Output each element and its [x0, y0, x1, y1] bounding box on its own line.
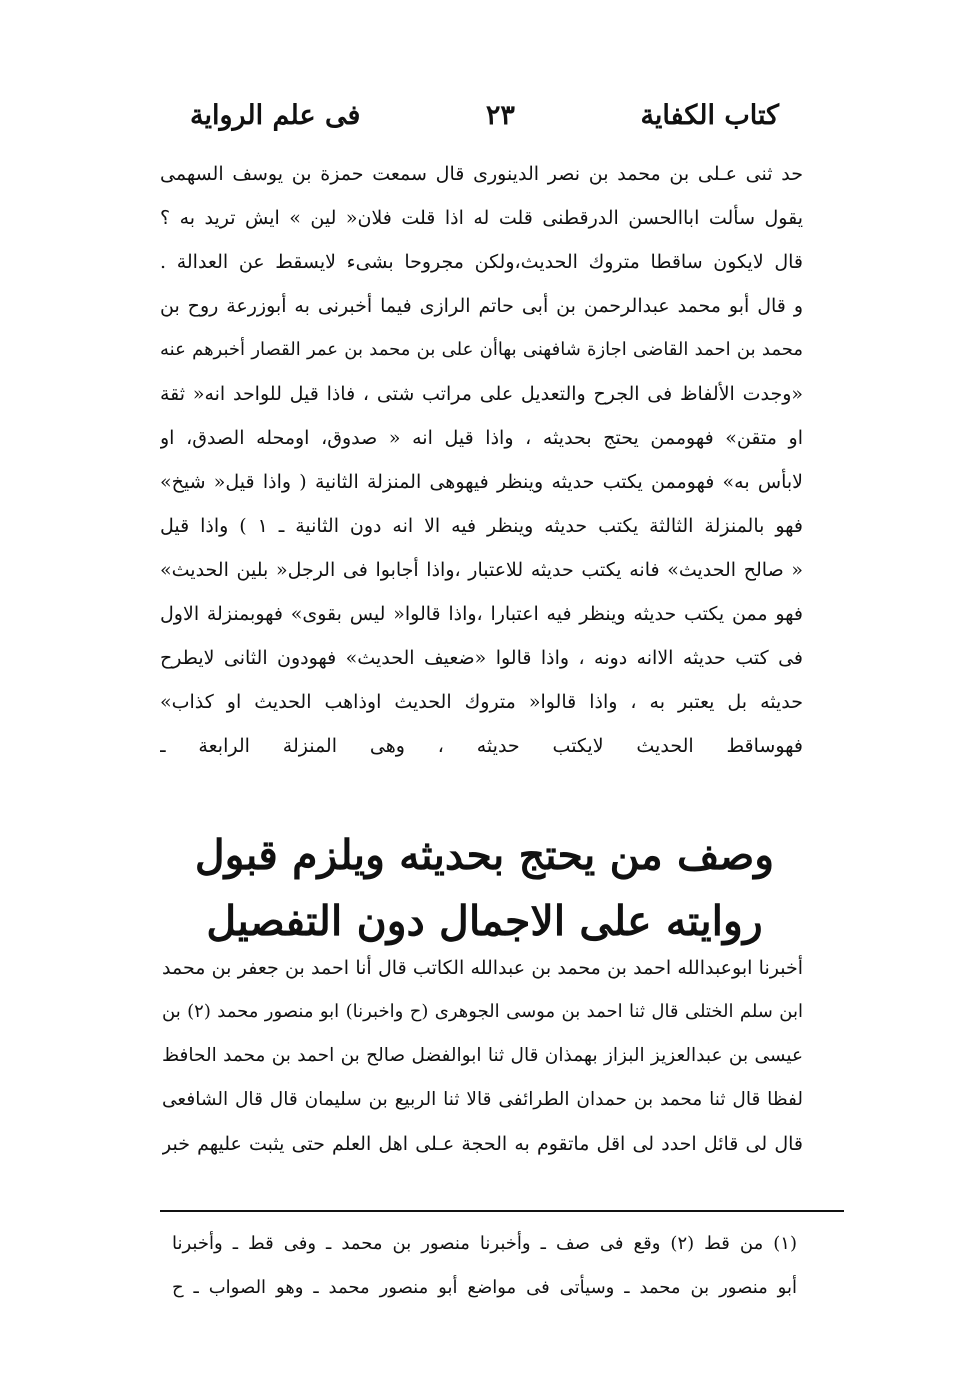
- section-heading-line: وصف من يحتج بحديثه ويلزم قبول: [194, 831, 775, 879]
- footnotes: [172, 1222, 797, 1310]
- body-line: لابأس به» فهوممن يكتب حديثه وينظر فيهوهى المنزلة الثانية ( واذا قيل« شيخ»: [160, 471, 803, 493]
- body-line: يقول سألت اباالحسن الدرقطنى قلت له اذا قلت فلان« لين » ايش تريد به ؟: [160, 207, 803, 229]
- body-line: و قال أبو محمد عبدالرحمن بن أبى حاتم الرازى فيما أخبرنى به أبوزرعة روح بن: [160, 295, 803, 317]
- isnad-line: أخبرنا ابوعبدالله احمد بن محمد بن عبدالله الكاتب قال أنا احمد بن جعفر بن محمد: [162, 957, 803, 979]
- section-heading: [190, 822, 779, 954]
- isnad-line: ابن سلم الختلى قال ثنا احمد بن موسى الجوهرى (ح واخبرنا) ابو منصور محمد (٢) بن: [162, 1001, 803, 1022]
- isnad-line: قال لى قائل احدد لى اقل ماتقوم به الحجة عـلى اهل العلم حتى يثبت عليهم خبر: [162, 1133, 803, 1155]
- body-line: حديثه بل يعتبر به ، واذا قالوا« متروك الحديث اوذاهب الحديث او كذاب»: [160, 691, 803, 713]
- body-line: فهو بالمنزلة الثالثة يكتب حديثه وينظر فيه الا انه دون الثانية ـ ١ ) واذا قيل: [160, 515, 803, 537]
- page-number: ٢٣: [485, 99, 515, 131]
- book-title: كتاب الكفاية: [640, 99, 779, 131]
- body-line: « صالح الحديث» فانه يكتب حديثه للاعتبار ،واذا أجابوا فى الرجل« بلين الحديث»: [160, 559, 803, 581]
- body-line: «وجدت الألفاظ فى الجرح والتعديل على مراتب شتى ، فاذا قيل للواحد انه« ثقة: [160, 383, 803, 405]
- body-line: فهو ممن يكتب حديثه وينظر فيه اعتبارا ،واذا قالوا« ليس بقوى» فهوبمنزلة الاول: [160, 603, 803, 625]
- body-line: حد ثنى عـلى بن محمد بن نصر الدينورى قال سمعت حمزة بن يوسف السهمى: [160, 163, 803, 185]
- body-line: او متقن» فهوممن يحتج بحديثه ، واذا قيل انه « صدوق، اومحله الصدق، او: [160, 427, 803, 449]
- isnad-line: لفظا قال ثنا محمد بن حمدان الطرائفى قالا ثنا الربيع بن سليمان قال قال الشافعى: [162, 1089, 803, 1110]
- running-subtitle: فى علم الرواية: [190, 99, 361, 131]
- body-line: قال لايكون ساقطا متروك الحديث،ولكن مجروحا بشىء لايسقط عن العدالة .: [160, 251, 803, 273]
- footnote-line: أبو منصور بن محمد ـ وسيأتى فى مواضع أبو منصور محمد ـ وهو الصواب ـ ح: [172, 1277, 797, 1298]
- isnad-paragraph: [162, 946, 803, 1166]
- body-text: [160, 152, 803, 768]
- footnote-line: (١) من قط (٢) وقع فى صف ـ وأخبرنا منصور بن محمد ـ وفى قط ـ وأخبرنا: [172, 1233, 797, 1254]
- footnote-divider: [160, 1210, 844, 1212]
- section-heading-line: روايته على الاجمال دون التفصيل: [206, 897, 763, 945]
- body-line: فهوساقط الحديث لايكتب حديثه ، وهى المنزلة الرابعة ـ: [160, 735, 803, 757]
- isnad-line: عيسى بن عبدالعزيز البزاز بهمذان قال ثنا ابوالفضل صالح بن احمد بن محمد الحافظ: [162, 1045, 803, 1066]
- running-header: [190, 90, 779, 140]
- body-line: فى كتب حديثه الاانه دونه ، واذا قالوا «ضعيف الحديث» فهودون الثانى لايطرح: [160, 647, 803, 669]
- body-line: محمد بن احمد القاضى اجازة شافهنى بهاأن على بن محمد بن عمر القصار أخبرهم عنه: [160, 339, 803, 360]
